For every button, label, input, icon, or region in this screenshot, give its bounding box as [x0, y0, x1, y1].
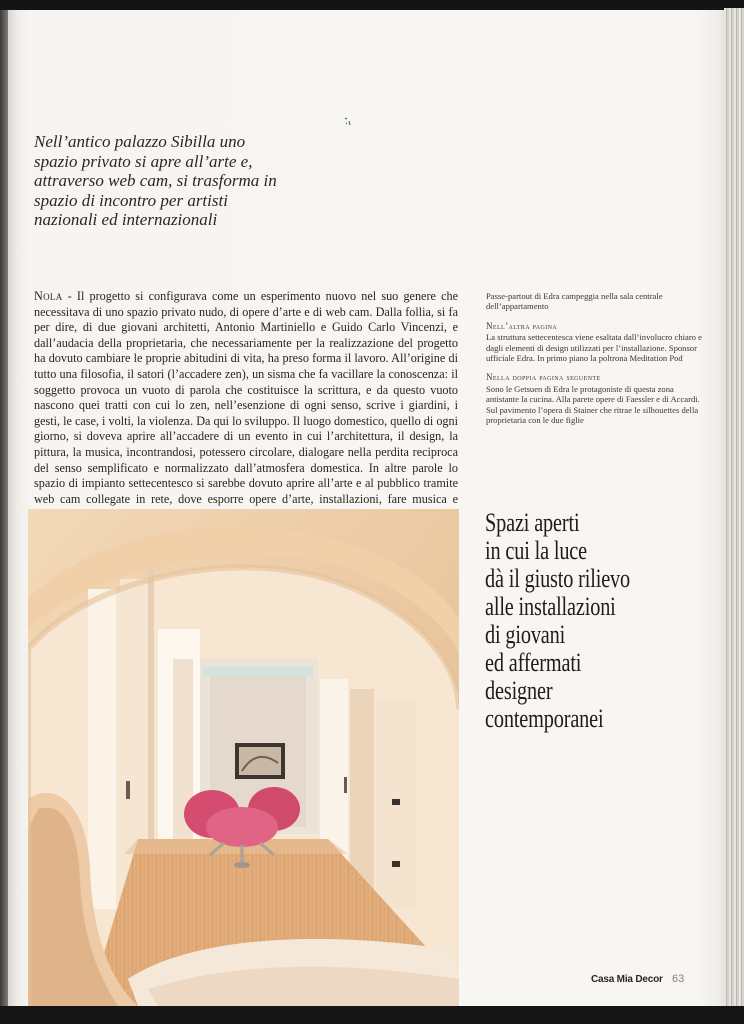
- caption-3-heading: Nella doppia pagina seguente: [486, 372, 601, 383]
- pull-quote-line: dà il giusto rilievo: [485, 564, 631, 593]
- pull-quote-line: di giovani: [485, 620, 566, 649]
- page-number: 63: [672, 973, 685, 985]
- caption-2: [486, 321, 708, 364]
- caption-2-text: La struttura settecentesca viene esaltata dall’involucro chiaro e dagli elementi di design utilizzati per l’installazione. Sponsor ufficiale Edra. In primo piano la poltrona Meditation Pod: [486, 332, 702, 364]
- caption-1: [486, 291, 708, 312]
- article-lead-place: Nola: [34, 289, 63, 303]
- article-body-text: - Il progetto si configurava come un esperimento nuovo nel suo genere che necessitava di uno spazio privato nudo, di opere d’arte e di web cam. Dalla follia, si fa per dire, di due giovani architetti, Antonio Martiniello e Guido Carlo Vincenzi, e dall’audacia della proprietaria, che necessariamente per la realizzazione del progetto ha dovuto cambiare le proprie abitudini di vita, ha preso forma il lavoro. All’origine di tutto una filosofia, il satori (l’accadere zen), un sisma che fa vacillare la conoscenza: il soggetto provoca un vuoto di parola che costituisce la scrittura, e da questo vuoto nascono quei tratti con cui lo zen, nell’esenzione di ogni senso, scrive i giardini, i gesti, le case, i volti, la violenza. Da qui lo sviluppo. Il luogo domestico, quello di ogni giorno, si doveva aprire all’accadere di un evento in cui l’architettura, il design, la pittura, la musica, incontrandosi, potessero circolare, dialogare nella perdita reciproca del senso semplificato e normalizzato dall’atmosfera domestica. In altre parole lo spazio di impianto settecentesco si sarebbe dovuto aprire all’arte e al pubblico tramite web cam collegate in rete, dove esporre opere d’arte, installazioni, fare musica e: [34, 289, 458, 506]
- intro-standfirst: Nell’antico palazzo Sibilla uno spazio privato si apre all’arte e, attraverso web cam, si trasforma in spazio di incontro per artisti nazionali ed internazionali: [34, 132, 277, 229]
- pull-quote-line: designer: [485, 676, 553, 705]
- caption-3: [486, 372, 708, 425]
- pull-quote: [485, 509, 666, 733]
- page-stack-edge: [724, 8, 744, 1008]
- pull-quote-line: Spazi aperti: [485, 508, 580, 537]
- dust-speck-mark: [343, 116, 353, 128]
- pull-quote-line: alle installazioni: [485, 592, 616, 621]
- caption-1-text: Passe-partout di Edra campeggia nella sala centrale dell’appartamento: [486, 291, 663, 312]
- interior-photo-illustration: [28, 509, 459, 1006]
- scan-border: [0, 1006, 744, 1024]
- pull-quote-line: contemporanei: [485, 704, 604, 733]
- pull-quote-line: ed affermati: [485, 648, 582, 677]
- article-body: [34, 289, 458, 523]
- caption-2-heading: Nell’altra pagina: [486, 320, 558, 331]
- pull-quote-line: in cui la luce: [485, 536, 587, 565]
- photo-captions: [486, 291, 708, 434]
- interior-photo: [28, 509, 459, 1006]
- magazine-brand: Casa Mia Decor: [591, 974, 663, 985]
- caption-3-text: Sono le Getsuen di Edra le protagoniste di questa zona antistante la cucina. Alla parete opere di Faessler e di Accardi. Sul pavimento l’opera di Stainer che ritrae le silhouettes della proprietaria con le due figlie: [486, 383, 700, 426]
